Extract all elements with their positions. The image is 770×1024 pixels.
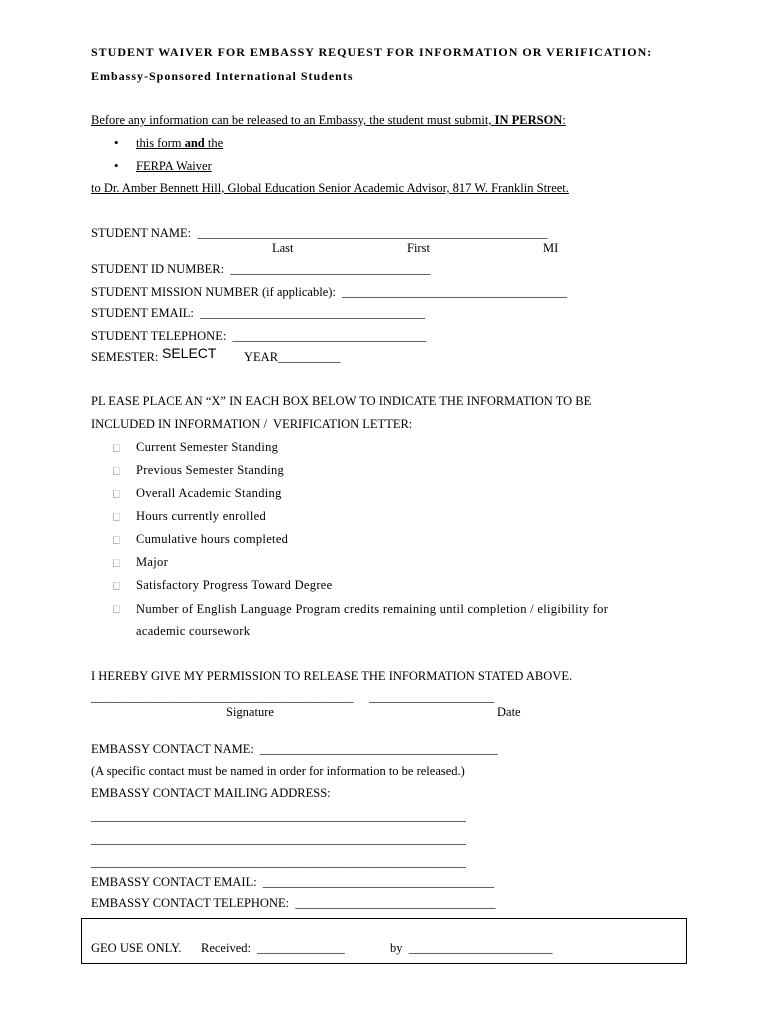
student-telephone-field[interactable]: STUDENT TELEPHONE: _______________________________ bbox=[91, 329, 427, 343]
checkbox-major[interactable] bbox=[113, 559, 120, 567]
bullet-icon: • bbox=[114, 158, 119, 173]
check-label-major: Major bbox=[136, 555, 169, 569]
embassy-contact-telephone-field[interactable]: EMBASSY CONTACT TELEPHONE: ________________________________ bbox=[91, 896, 496, 910]
in-person-emphasis: IN PERSON bbox=[494, 113, 563, 127]
intro-line bbox=[91, 113, 566, 128]
bullet-icon: • bbox=[114, 135, 119, 150]
intro-text: Before any information can be released to an Embassy, the student must submit, bbox=[91, 113, 495, 127]
bullet-ferpa-waiver: FERPA Waiver bbox=[136, 159, 212, 173]
instructions-line-2: INCLUDED IN INFORMATION / VERIFICATION LETTER: bbox=[91, 417, 413, 431]
student-id-field[interactable]: STUDENT ID NUMBER: ________________________________ bbox=[91, 262, 431, 276]
embassy-address-line-1[interactable]: ____________________________________________________________ bbox=[91, 809, 466, 823]
check-label-current-semester: Current Semester Standing bbox=[136, 440, 279, 454]
check-label-satisfactory-progress: Satisfactory Progress Toward Degree bbox=[136, 578, 333, 592]
student-name-field[interactable]: STUDENT NAME: ________________________________________________________ bbox=[91, 226, 548, 240]
checkbox-cumulative-hours[interactable] bbox=[113, 536, 120, 544]
semester-select[interactable]: SELECT bbox=[162, 345, 217, 361]
year-field[interactable]: YEAR__________ bbox=[244, 350, 341, 364]
checkbox-overall-academic[interactable] bbox=[113, 490, 120, 498]
instructions-line-1: PL EASE PLACE AN “X” IN EACH BOX BELOW TO INDICATE THE INFORMATION TO BE bbox=[91, 394, 592, 408]
checkbox-english-credits[interactable] bbox=[113, 605, 120, 613]
name-last-caption: Last bbox=[272, 241, 294, 255]
bullet1-post: the bbox=[204, 136, 224, 150]
check-label-english-credits-cont: academic coursework bbox=[136, 624, 251, 638]
embassy-contact-name-field[interactable]: EMBASSY CONTACT NAME: ______________________________________ bbox=[91, 742, 498, 756]
student-email-field[interactable]: STUDENT EMAIL: ____________________________________ bbox=[91, 306, 426, 320]
student-mission-field[interactable]: STUDENT MISSION NUMBER (if applicable): ____________________________________ bbox=[91, 285, 568, 299]
checkbox-satisfactory-progress[interactable] bbox=[113, 582, 120, 590]
bullet1-bold: and bbox=[184, 136, 205, 150]
embassy-address-line-2[interactable]: ____________________________________________________________ bbox=[91, 832, 466, 846]
date-caption: Date bbox=[497, 705, 521, 719]
embassy-address-label: EMBASSY CONTACT MAILING ADDRESS: bbox=[91, 786, 331, 800]
checkbox-previous-semester[interactable] bbox=[113, 467, 120, 475]
embassy-contact-email-field[interactable]: EMBASSY CONTACT EMAIL: _____________________________________ bbox=[91, 875, 495, 889]
geo-use-only-label: GEO USE ONLY. bbox=[91, 941, 182, 955]
embassy-address-line-3[interactable]: ____________________________________________________________ bbox=[91, 855, 466, 869]
checkbox-hours-enrolled[interactable] bbox=[113, 513, 120, 521]
form-title: STUDENT WAIVER FOR EMBASSY REQUEST FOR INFORMATION OR VERIFICATION: bbox=[91, 45, 653, 59]
check-label-cumulative-hours: Cumulative hours completed bbox=[136, 532, 289, 546]
checkbox-current-semester[interactable] bbox=[113, 444, 120, 452]
semester-label: SEMESTER: bbox=[91, 350, 159, 364]
bullet-this-form bbox=[136, 136, 223, 151]
check-label-hours-enrolled: Hours currently enrolled bbox=[136, 509, 267, 523]
signature-date-line[interactable]: __________________________________________ ____________________ bbox=[91, 690, 495, 704]
advisor-address: to Dr. Amber Bennett Hill, Global Education Senior Academic Advisor, 817 W. Franklin Street. bbox=[91, 181, 569, 195]
check-label-overall-academic: Overall Academic Standing bbox=[136, 486, 282, 500]
name-mi-caption: MI bbox=[543, 241, 559, 255]
form-subtitle: Embassy-Sponsored International Students bbox=[91, 69, 354, 83]
geo-received-field[interactable]: Received: ______________ bbox=[201, 941, 345, 955]
check-label-previous-semester: Previous Semester Standing bbox=[136, 463, 285, 477]
name-first-caption: First bbox=[407, 241, 430, 255]
signature-caption: Signature bbox=[226, 705, 274, 719]
embassy-contact-note: (A specific contact must be named in order for information to be released.) bbox=[91, 764, 465, 778]
permission-statement: I HEREBY GIVE MY PERMISSION TO RELEASE THE INFORMATION STATED ABOVE. bbox=[91, 669, 573, 683]
geo-by-field[interactable]: by _______________________ bbox=[390, 941, 553, 955]
intro-colon: : bbox=[562, 113, 566, 127]
bullet1-pre: this form bbox=[136, 136, 185, 150]
check-label-english-credits: Number of English Language Program credits remaining until completion / eligibility for bbox=[136, 602, 609, 616]
